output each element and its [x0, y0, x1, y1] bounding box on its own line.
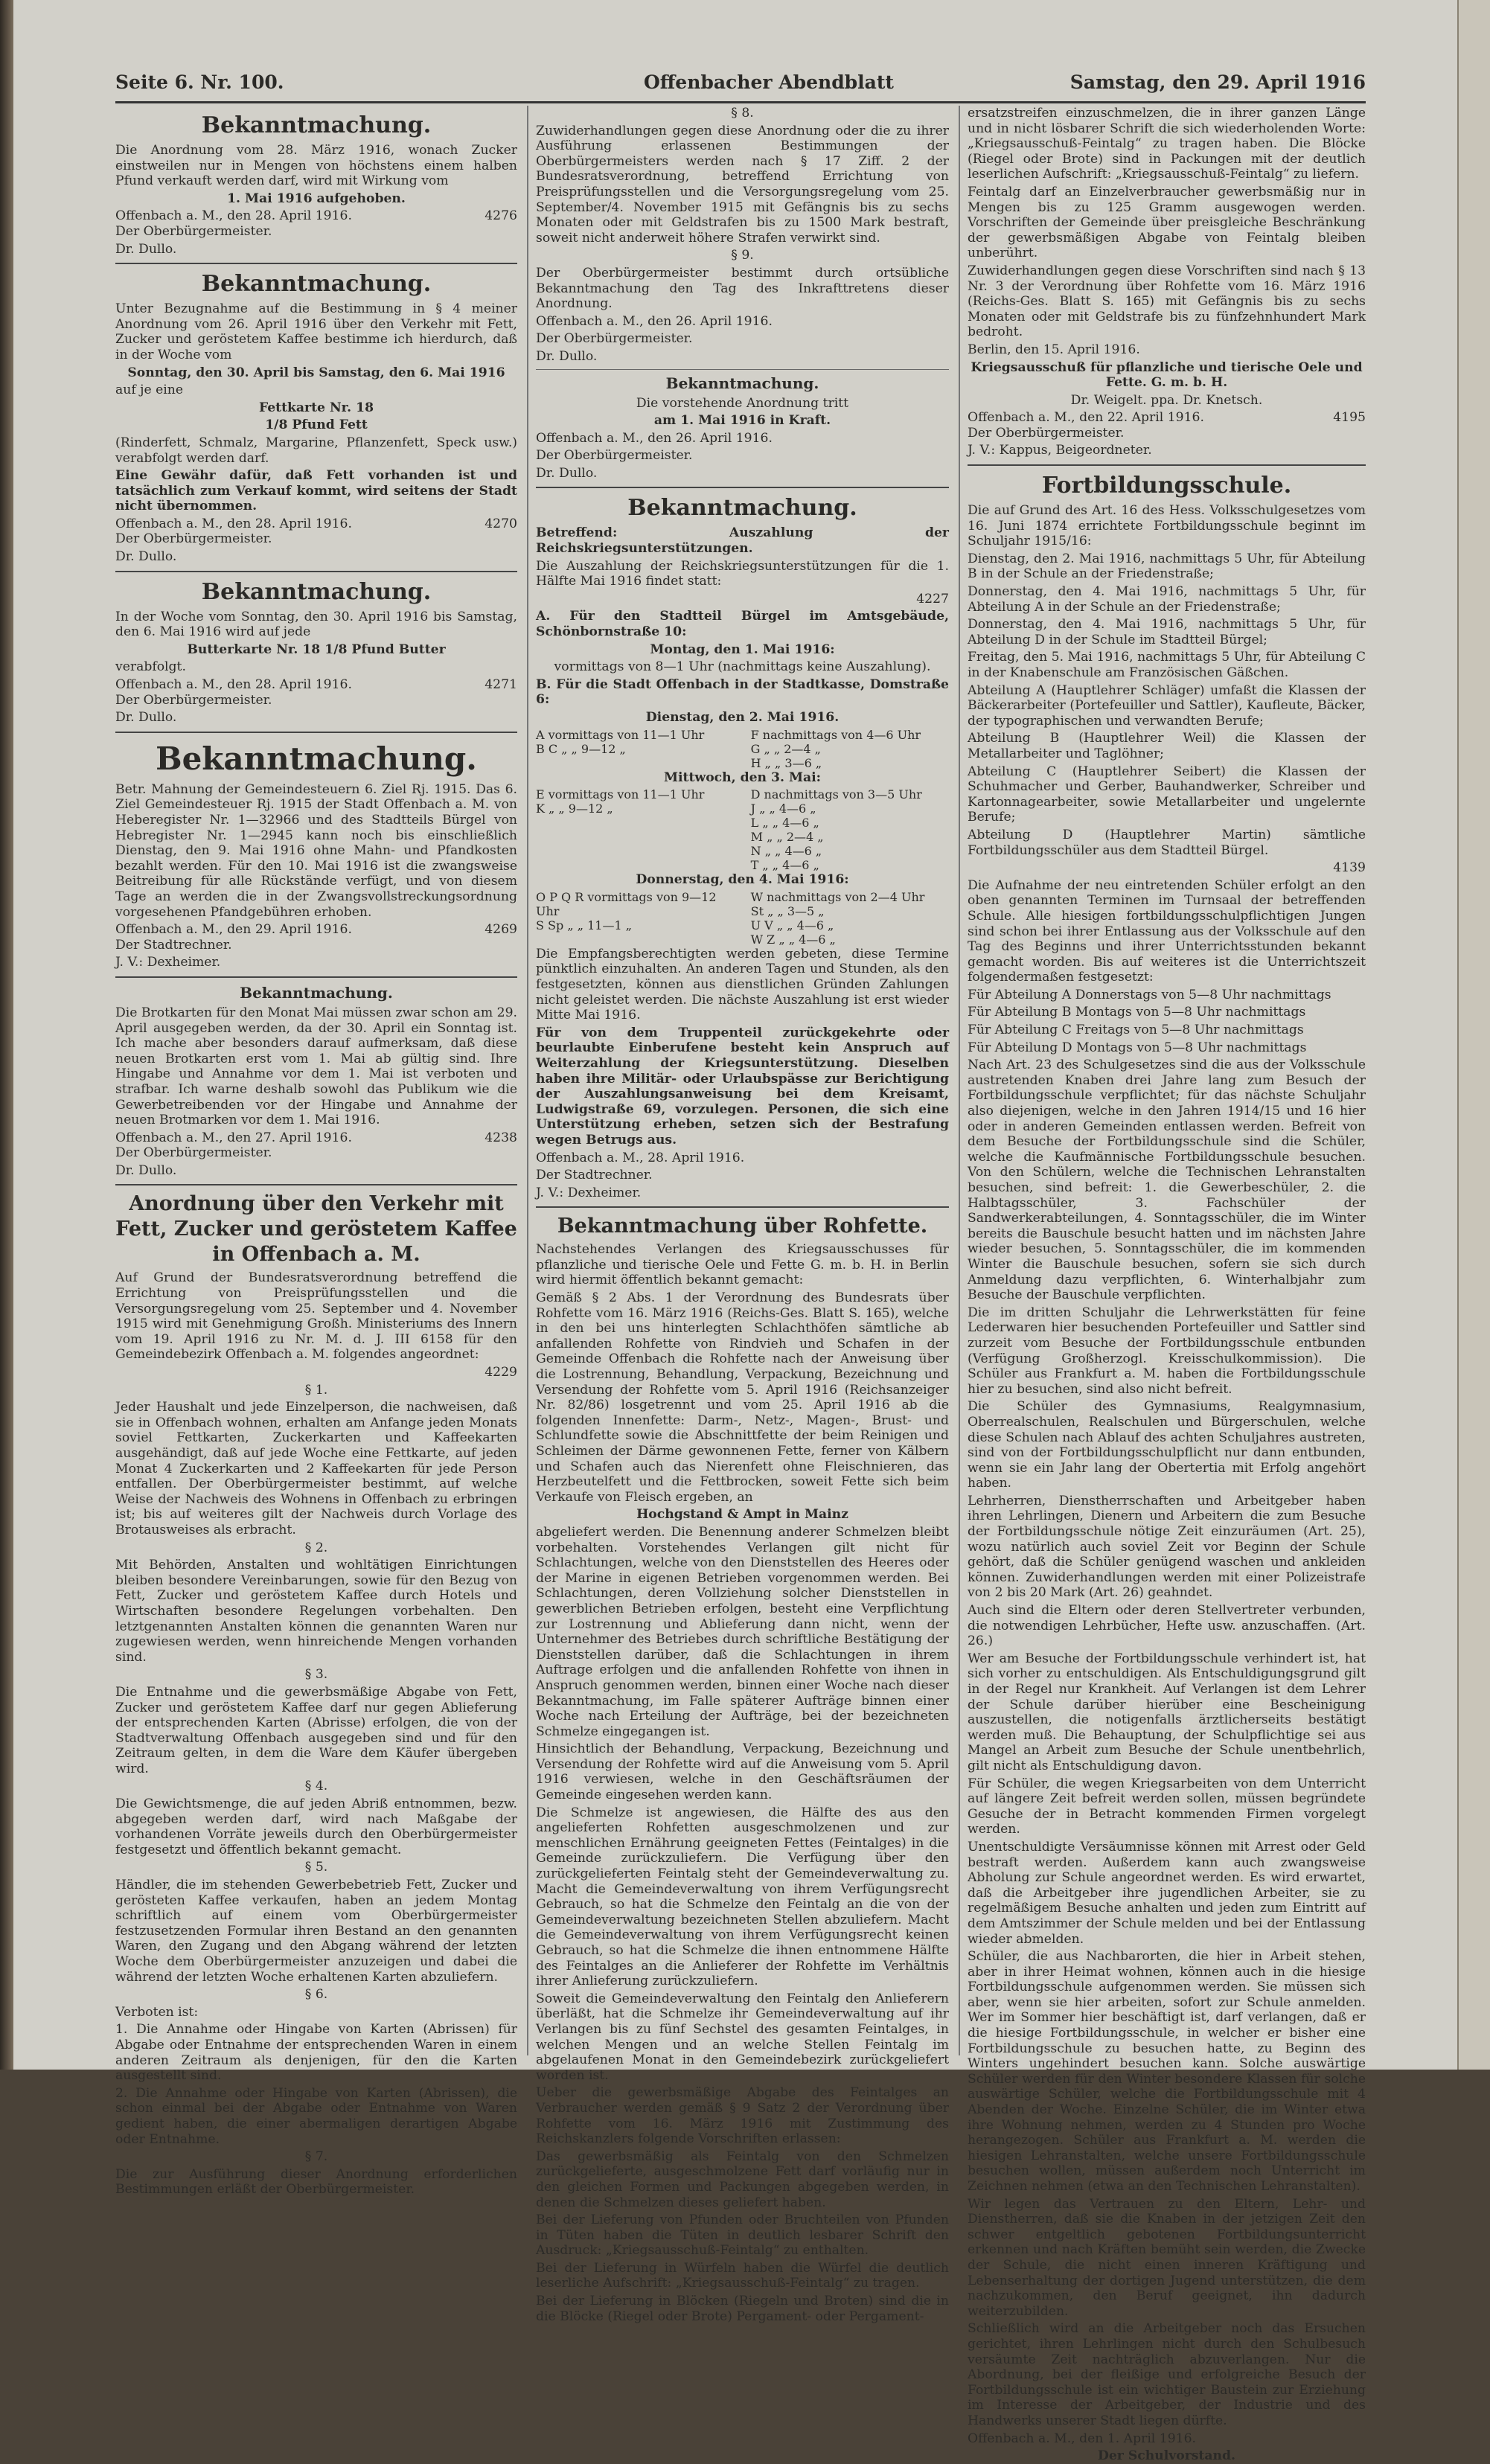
column-2	[536, 106, 949, 2324]
column-rule-2	[959, 106, 960, 2055]
notice-text: Die im dritten Schuljahr die Lehrwerkstätten für feine Lederwaren hier besuchenden Portefeuiller und Sattler sind zurzeit vom Besuche der Fortbildungsschule entbunden (Verfügung Großherzogl. Kreisschulkommission). Die Schüler aus Frankfurt a. M. haben die Fortbildungsschule hier zu besuchen, sind also nicht befreit.	[968, 1305, 1366, 1397]
notice-text: Soweit die Gemeindeverwaltung den Feintalg den Anlieferern überläßt, hat die Schmelze ihr Gemeindeverwaltung auf ihr Verlangen bis zu fünf Sechstel des gesamten Feintalges, in welchen Mengen und an welche Stellen Feintalg im abgelaufenen Monat in den Gemeindebezirk zurückgeliefert worden ist.	[536, 1991, 949, 2083]
notice-text: Wer am Besuche der Fortbildungsschule verhindert ist, hat sich vorher zu entschuldigen. Als Entschuldigungsgrund gilt in der Regel nur Krankheit. Auf Verlangen ist dem Lehrer der Schule darüber hierüber eine Bescheinigung auszustellen, die notigenfalls ärztlicherseits bestätigt werden muß. Die Behauptung, der Schulpflichtige sei aus Mangel an Arbeit zum Besuche der Schule unentbehrlich, gilt nicht als Entschuldigung davon.	[968, 1651, 1366, 1773]
notice-text: Die Aufnahme der neu eintretenden Schüler erfolgt an den oben genannten Terminen im Turnsaal der betreffenden Schule. Alle hiesigen fortbildungsschulpflichtigen Jungen sind schon bei ihrer Entlassung aus der Volksschule auf den Tag des Beginns und ihrer Unterrichtsstunden bekannt gemacht worden. Bis auf weiteres ist die Unterrichtszeit folgendermaßen festgesetzt:	[968, 877, 1366, 985]
notice-number: 4271	[485, 677, 517, 693]
notice-text: Die auf Grund des Art. 16 des Hess. Volksschulgesetzes vom 16. Juni 1874 errichtete Fortbildungsschule beginnt im Schuljahr 1915/16:	[968, 503, 1366, 549]
notice-text: Schließlich wird an die Arbeitgeber noch das Ersuchen gerichtet, ihren Lehrlingen nicht durch den Schulbesuch versäumte Zeit nachträglich abzuverlangen. Nur die Abordnung, bei der fleißige und erfolgreiche Besuch der Fortbildungsschule ist ein wichtiger Baustein zur Erziehung im Interesse der Arbeitgeber, der Industrie und des Handwerks unserer Stadt liegen dürfte.	[968, 2321, 1366, 2428]
notice-place: Offenbach a. M., den 27. April 1916.	[115, 1130, 352, 1145]
notice-text: Donnerstag, den 4. Mai 1916, nachmittags 5 Uhr, für Abteilung A in der Schule an der Friedenstraße;	[968, 584, 1366, 615]
paragraph-head: § 8.	[731, 106, 754, 121]
notice-card: Butterkarte Nr. 18 1/8 Pfund Butter	[187, 641, 446, 657]
paragraph-text: Verboten ist:	[115, 2004, 199, 2020]
paragraph-text: 1. Die Annahme oder Hingabe von Karten (Abrissen) für Abgabe oder Entnahme der entsprechenden Waren in einem anderen Zeitraum als denjenigen, für den die Karten ausgestellt sind.	[115, 2022, 517, 2084]
notice-text: Unentschuldigte Versäumnisse können mit Arrest oder Geld bestraft werden. Außerdem kann auch zwangsweise Abholung zur Schule angeordnet werden. Es wird erwartet, daß die Arbeitgeber ihre jugendlichen Arbeiter, sie zu regelmäßigem Besuche anhalten und jeden zum Eintritt auf dem Amtszimmer der Schule melden und bei der Entlassung wieder abmelden.	[968, 1839, 1366, 1947]
notice-place: Offenbach a. M., den 1. April 1916.	[968, 2431, 1196, 2446]
notice-text: Lehrherren, Dienstherrschaften und Arbeitgeber haben ihren Lehrlingen, Dienern und Arbeitern die zum Besuche der Fortbildungsschule nötige Zeit einzuräumen (Art. 25), wozu natürlich auch soviel Zeit vor Beginn der Schule gehört, daß die Schüler genügend waschen und ankleiden können. Zuwiderhandlungen werden mit einer Polizeistrafe von 2 bis 20 Mark (Art. 26) geahndet.	[968, 1493, 1366, 1601]
notice-text: Dienstag, den 2. Mai 1916, nachmittags 5 Uhr, für Abteilung B in der Schule an der Friedenstraße;	[968, 551, 1366, 582]
schedule-right: F nachmittags von 4—6 Uhr G „ „ 2—4 „ H „ „ 3—6 „	[750, 727, 921, 770]
notice-signature: Dr. Weigelt. ppa. Dr. Knetsch.	[1070, 392, 1263, 408]
paragraph-head: § 7.	[304, 2149, 328, 2165]
divider	[968, 464, 1366, 466]
paragraph-head: § 9.	[731, 248, 754, 263]
divider	[115, 732, 517, 733]
schedule-left: A vormittags von 11—1 Uhr B C „ „ 9—12 „	[536, 727, 705, 756]
notice-number: 4229	[485, 1365, 517, 1380]
paragraph-text: Die Entnahme und die gewerbsmäßige Abgabe von Fett, Zucker und geröstetem Kaffee darf nur gegen Ablieferung der entsprechenden Karten (Abrisse) erfolgen, die von der Stadtverwaltung Offenbach ausgegeben sind und für den Zeitraum gelten, in dem die Ware dem Käufer übergeben wird.	[115, 1684, 517, 1776]
schedule-line: Für Abteilung C Freitags von 5—8 Uhr nachmittags	[968, 1023, 1304, 1038]
notice-place: Offenbach a. M., den 26. April 1916.	[536, 430, 773, 446]
notice-title: Bekanntmachung.	[627, 495, 857, 522]
notice-place: Offenbach a. M., 28. April 1916.	[536, 1150, 745, 1165]
header-masthead: Offenbacher Abendblatt	[644, 71, 894, 93]
notice-signature: Der Schulvorstand.	[1097, 2448, 1236, 2464]
notice-place: Offenbach a. M., den 22. April 1916.	[968, 410, 1204, 426]
notice-text: Bei der Lieferung in Blöcken (Riegeln und Broten) sind die in die Blöcke (Riegel oder Brote) Pergament- oder Pergament-	[536, 2294, 949, 2324]
paragraph-text: Die Gewichtsmenge, die auf jeden Abriß entnommen, bezw. abgegeben werden darf, wird nach Maßgabe der vorhandenen Vorräte jeweils durch den Oberbürgermeister festgesetzt und öffentlich bekannt gemacht.	[115, 1796, 517, 1857]
notice-subject: Betreffend: Auszahlung der Reichskriegsunterstützungen.	[536, 525, 949, 557]
paragraph-text: Händler, die im stehenden Gewerbebetrieb Fett, Zucker und gerösteten Kaffee verkaufen, haben an jedem Montag schriftlich auf einem vom Oberbürgermeister festzusetzenden Formular ihren Bestand an den genannten Waren, den Zugang und den Abgang während der letzten Woche dem Oberbürgermeister anzuzeigen und dabei die während der letzten Woche erhaltenen Karten abzuliefern.	[115, 1878, 517, 1985]
notice-text: Die vorstehende Anordnung tritt	[636, 395, 849, 411]
notice-text: Das gewerbsmäßig als Feintalg von den Schmelzen zurückgelieferte, ausgeschmolzene Fett darf vorläufig nur in den gleichen Formen und Packungen abgegeben werden, in denen die Schmelzen dieses geliefert haben.	[536, 2148, 949, 2210]
notice-place: Offenbach a. M., den 29. April 1916.	[115, 922, 352, 938]
notice-signature: Der Stadtrechner.	[536, 1168, 653, 1183]
schedule-day: Dienstag, den 2. Mai 1916.	[645, 710, 840, 725]
notice-signature: Der Oberbürgermeister.	[115, 223, 272, 239]
paragraph-text: Die zur Ausführung dieser Anordnung erforderlichen Bestimmungen erläßt der Oberbürgermeister.	[115, 2166, 517, 2198]
notice-place: Berlin, den 15. April 1916.	[968, 342, 1140, 357]
adjacent-page-strip	[1457, 0, 1490, 2070]
notice-signature: J. V.: Dexheimer.	[536, 1185, 642, 1200]
notice-date: 1. Mai 1916 aufgehoben.	[227, 191, 406, 206]
notice-number: 4269	[485, 922, 517, 938]
notice-text: Bei der Lieferung in Würfeln haben die Würfel die deutlich leserliche Aufschrift: „Kriegsausschuß-Feintalg“ zu tragen.	[536, 2260, 949, 2291]
schedule-left: E vormittags von 11—1 Uhr K „ „ 9—12 „	[536, 787, 705, 816]
notice-text: In der Woche vom Sonntag, den 30. April 1916 bis Samstag, den 6. Mai 1916 wird auf jede	[115, 609, 517, 640]
paragraph-head: § 5.	[304, 1860, 328, 1875]
column-rule-1	[527, 106, 528, 2055]
notice-text: Auf Grund der Bundesratsverordnung betreffend die Errichtung von Preisprüfungsstellen und die Versorgungsregelung vom 25. September und 4. November 1915 wird mit Genehmigung Großh. Ministeriums des Innern vom 19. April 1916 zu Nr. M. d. J. III 6158 für den Gemeindebezirk Offenbach a. M. folgendes angeordnet:	[115, 1270, 517, 1363]
notice-title: Bekanntmachung.	[240, 983, 393, 1002]
notice-title: Bekanntmachung.	[665, 374, 819, 392]
notice-title: Bekanntmachung.	[156, 740, 477, 777]
notice-text: Auch sind die Eltern oder deren Stellvertreter verbunden, die notwendigen Lehrbücher, Hefte usw. anzuschaffen. (Art. 26.)	[968, 1603, 1366, 1649]
paragraph-text: Mit Behörden, Anstalten und wohltätigen Einrichtungen bleiben besondere Vereinbarungen, sowie für den Bezug von Fett, Zucker und geröstetem Kaffee durch Hotels und Wirtschaften besondere Regelungen vorbehalten. Den letztgenannten Anstalten können die genannten Waren nur zugewiesen werden, wenn hinreichende Mengen vorhanden sind.	[115, 1558, 517, 1665]
notice-signature: Dr. Dullo.	[115, 241, 177, 257]
notice-signature: Dr. Dullo.	[115, 1162, 177, 1178]
paragraph-text: Zuwiderhandlungen gegen diese Anordnung oder die zu ihrer Ausführung erlassenen Bestimmungen der Oberbürgermeisters werden nach § 17 Ziff. 2 der Bundesratsverordnung, betreffend Errichtung von Preisprüfungsstellen und die Versorgungsregelung vom 25. September/4. November 1915 mit Gefängnis bis zu sechs Monaten oder mit Geldstrafen bis zu 1500 Mark bestraft, soweit nicht anderweit höhere Strafen verwirkt sind.	[536, 123, 949, 246]
schedule-left: O P Q R vormittags von 9—12 Uhr S Sp „ „ 11—1 „	[536, 889, 717, 932]
notice-signature: Der Oberbürgermeister.	[536, 331, 693, 347]
divider	[536, 369, 949, 370]
notice-week: Sonntag, den 30. April bis Samstag, den 6. Mai 1916	[127, 365, 505, 380]
notice-number: 4195	[1333, 410, 1366, 426]
divider	[115, 1184, 517, 1185]
notice-amount: 1/8 Pfund Fett	[265, 417, 368, 433]
notice-number: 4276	[485, 208, 517, 224]
notice-location: A. Für den Stadtteil Bürgel im Amtsgebäude, Schönbornstraße 10:	[536, 609, 949, 640]
notice-place: Offenbach a. M., den 28. April 1916.	[115, 516, 352, 531]
schedule-day: Mittwoch, den 3. Mai:	[663, 769, 822, 785]
notice-text: auf je eine	[115, 383, 184, 398]
notice-firm: Hochgstand & Ampt in Mainz	[636, 1507, 848, 1523]
notice-text: Die Empfangsberechtigten werden gebeten, diese Termine pünktlich einzuhalten. An anderen Tagen und Stunden, als den festgesetzten, können aus dienstlichen Gründen Zahlungen nicht geleistet werden. Die nächste Auszahlung ist erst wieder Mitte Mai 1916.	[536, 946, 949, 1023]
paragraph-head: § 3.	[304, 1667, 328, 1683]
divider	[115, 571, 517, 572]
notice-number: 4227	[916, 591, 949, 607]
schedule-line: Für Abteilung D Montags von 5—8 Uhr nachmittags	[968, 1040, 1307, 1055]
schedule-day: Donnerstag, den 4. Mai 1916:	[636, 872, 849, 888]
paragraph-head: § 2.	[304, 1540, 328, 1555]
notice-text: Die Brotkarten für den Monat Mai müssen zwar schon am 29. April ausgegeben werden, da der 30. April ein Sonntag ist. Ich mache aber besonders darauf aufmerksam, daß diese neuen Brotkarten erst vom 1. Mai ab gültig sind. Ihre Hingabe und Annahme vor dem 1. Mai ist verboten und strafbar. Ich warne deshalb sowohl das Publikum wie die Gewerbetreibenden vor der Hingabe und Annahme der neuen Brotmarken vor dem 1. Mai 1916.	[115, 1005, 517, 1128]
notice-text: abgeliefert werden. Die Benennung anderer Schmelzen bleibt vorbehalten. Vorstehendes Verlangen gilt nicht für Schlachtungen, welche von den Dienststellen des Heeres oder der Marine in eigenen Betrieben vorgenommen werden. Bei Schlachtungen, deren Vollziehung solcher Dienststellen in gewerblichen Betrieben erfolgen, besteht eine Verpflichtung zur Lostrennung und Ablieferung dann nicht, wenn der Unternehmer des Betriebes durch schriftliche Bestätigung der Dienststellen darüber, daß die Schlachtungen in ihrem Auftrage erfolgen und die anfallenden Rohfette von ihnen in Anspruch genommen werden, binnen einer Woche nach dieser Bekanntmachung, im Falle späterer Aufträge binnen einer Woche nach Erteilung der Aufträge, bei der bezeichneten Schmelze eingegangen ist.	[536, 1524, 949, 1739]
notice-signature: Der Oberbürgermeister.	[115, 1145, 272, 1161]
column-1	[115, 106, 517, 2198]
notice-signature: J. V.: Kappus, Beigeordneter.	[968, 443, 1152, 458]
notice-signature: Dr. Dullo.	[536, 348, 598, 364]
schedule-time: vormittags von 8—1 Uhr (nachmittags keine Auszahlung).	[554, 659, 931, 675]
paragraph-text: Jeder Haushalt und jede Einzelperson, die nachweisen, daß sie in Offenbach wohnen, erhalten am Anfange jeden Monats soviel Fettkarten, Zuckerkarten und Kaffeekarten ausgehändigt, daß auf jede Woche eine Fettkarte, auf jeden Monat 4 Zuckerkarten und 2 Kaffeekarten für jede Person entfallen. Der Oberbürgermeister bestimmt, auf welche Weise der Nachweis des Wohnens in Offenbach zu erbringen ist; bis auf weiteres gilt der Nachweis durch Vorlage des Brotausweises als erbracht.	[115, 1400, 517, 1537]
notice-text: Die Schmelze ist angewiesen, die Hälfte des aus den angelieferten Rohfetten ausgeschmolzenen und zur menschlichen Ernährung geeigneten Fettes (Feintalges) in die Gemeinde zurückzuliefern. Die Verfügung über den zurückgelieferten Feintalg steht der Gemeindeverwaltung zu. Macht die Gemeindeverwaltung von ihrem Verfügungsrecht Gebrauch, so hat die Schmelze den Feintalg an die von der Gemeindeverwaltung bezeichneten Stellen abzuliefern. Macht die Gemeindeverwaltung von ihrem Verfügungsrecht keinen Gebrauch, so hat die Schmelze die ihnen entnommene Hälfte des Feintalges an die Anlieferer der Rohfette im Verhältnis ihrer Anlieferung zurückzuliefern.	[536, 1805, 949, 1989]
schedule-grid	[536, 728, 949, 770]
divider	[536, 487, 949, 488]
notice-text: Die Schüler des Gymnasiums, Realgymnasium, Oberrealschulen, Realschulen und Bürgerschulen, welche diese Schulen nach Ablauf des achten Schuljahres austreten, sind von der Fortbildungsschulpflicht nur dann entbunden, wenn sie ein Jahr lang der Obertertia mit Erfolg angehört haben.	[968, 1399, 1366, 1491]
notice-text: Donnerstag, den 4. Mai 1916, nachmittags 5 Uhr, für Abteilung D in der Schule im Stadtteil Bürgel;	[968, 617, 1366, 647]
notice-signature: Dr. Dullo.	[115, 710, 177, 726]
page-header	[115, 71, 1366, 101]
notice-number: 4238	[485, 1130, 517, 1145]
paragraph-head: § 6.	[304, 1987, 328, 2003]
notice-signature: Der Oberbürgermeister.	[536, 448, 693, 464]
notice-text: Für Schüler, die wegen Kriegsarbeiten von dem Unterricht auf längere Zeit befreit werden sollen, müssen begründete Gesuche der in Betracht kommenden Firmen vorgelegt werden.	[968, 1776, 1366, 1837]
paragraph-head: § 4.	[304, 1779, 328, 1794]
paragraph-text: Der Oberbürgermeister bestimmt durch ortsübliche Bekanntmachung den Tag des Inkrafttretens dieser Anordnung.	[536, 265, 949, 312]
notice-text: Unter Bezugnahme auf die Bestimmung in § 4 meiner Anordnung vom 26. April 1916 über den Verkehr mit Fett, Zucker und geröstetem Kaffee bestimme ich hierdurch, daß in der Woche vom	[115, 301, 517, 362]
schedule-day: Montag, den 1. Mai 1916:	[650, 641, 835, 657]
schedule-right: W nachmittags von 2—4 Uhr St „ „ 3—5 „ U V „ „ 4—6 „ W Z „ „ 4—6 „	[750, 889, 925, 947]
notice-signature: Der Oberbürgermeister.	[968, 425, 1125, 441]
notice-text: Für von dem Truppenteil zurückgekehrte oder beurlaubte Einberufene besteht kein Anspruch auf Weiterzahlung der Kriegsunterstützung. Dieselben haben ihre Militär- oder Urlaubspässe zur Berichtigung der Auszahlungsanweisung bei dem Kreisamt, Ludwigstraße 69, vorzulegen. Personen, die sich eine Unterstützung erheben, setzen sich der Bestrafung wegen Betrugs aus.	[536, 1025, 949, 1148]
divider	[115, 263, 517, 264]
notice-title: Anordnung über den Verkehr mit Fett, Zucker und geröstetem Kaffee in Offenbach a. M.	[115, 1192, 517, 1267]
notice-text: Nachstehendes Verlangen des Kriegsausschusses für pflanzliche und tierische Oele und Fette G. m. b. H. in Berlin wird hiermit öffentlich bekannt gemacht:	[536, 1242, 949, 1288]
notice-text: Gemäß § 2 Abs. 1 der Verordnung des Bundesrats über Rohfette vom 16. März 1916 (Reichs-Ges. Blatt S. 165), welche in den bei uns hinterlegten Schlachthöfen sämtliche ab anfallenden Rohfette von Rindvieh und Schafen in der Gemeinde Offenbach die Rohfette nach der Anweisung über die Lostrennung, Behandlung, Verpackung, Bezeichnung und Versendung der Rohfette vom 5. April 1916 (Reichsanzeiger Nr. 82/86) losgetrennt und vom 25. April 1916 ab die folgenden Innenfette: Darm-, Netz-, Magen-, Brust- und Schlundfette sowie die Abschnittfette der beim Reinigen und Schleimen der Därme gewonnenen Fette, ferner von Kälbern und Schafen auch das Nierenfett ohne Fleischnieren, das Herzbeutelfett und die Fettbrocken, soweit Fette sich beim Verkaufe von Fleisch ergeben, an	[536, 1290, 949, 1505]
notice-date: am 1. Mai 1916 in Kraft.	[653, 413, 831, 429]
notice-card: Fettkarte Nr. 18	[258, 400, 374, 415]
notice-text: Abteilung B (Hauptlehrer Weil) die Klassen der Metallarbeiter und Taglöhner;	[968, 731, 1366, 761]
notice-title: Fortbildungsschule.	[1041, 473, 1292, 499]
notice-location: B. Für die Stadt Offenbach in der Stadtkasse, Domstraße 6:	[536, 676, 949, 708]
notice-title: Bekanntmachung.	[201, 578, 432, 605]
schedule-grid	[536, 890, 949, 947]
notice-text: Bei der Lieferung von Pfunden oder Bruchteilen von Pfunden in Tüten haben die Tüten in deutlich lesbarer Schrift den Ausdruck: „Kriegsausschuß-Feintalg“ zu enthalten.	[536, 2212, 949, 2259]
notice-title: Bekanntmachung.	[201, 112, 432, 138]
notice-organisation: Kriegsausschuß für pflanzliche und tierische Oele und Fette. G. m. b. H.	[971, 359, 1363, 391]
divider	[536, 1206, 949, 1208]
notice-number: 4270	[485, 516, 517, 531]
notice-text: Ueber die gewerbsmäßige Abgabe des Feintalges an Verbraucher werden gemäß § 9 Satz 2 der Verordnung über Rohfette vom 16. März 1916 mit Zustimmung des Reichskanzlers folgende Vorschriften erlassen:	[536, 2085, 949, 2147]
notice-number: 4139	[1333, 860, 1366, 876]
header-page-number: Seite 6. Nr. 100.	[115, 71, 284, 93]
notice-place: Offenbach a. M., den 28. April 1916.	[115, 677, 352, 693]
notice-title: Bekanntmachung.	[201, 271, 432, 298]
notice-signature: J. V.: Dexheimer.	[115, 955, 221, 970]
notice-text: Abteilung D (Hauptlehrer Martin) sämtliche Fortbildungsschüler aus dem Stadtteil Bürgel.	[968, 827, 1366, 858]
schedule-right: D nachmittags von 3—5 Uhr J „ „ 4—6 „ L „ „ 4—6 „ M „ „ 2—4 „ N „ „ 4—6 „ T „ „ 4—6 „	[750, 787, 922, 873]
column-3	[968, 106, 1366, 2464]
paragraph-head: § 1.	[304, 1382, 328, 1398]
notice-text: Freitag, den 5. Mai 1916, nachmittags 5 Uhr, für Abteilung C in der Knabenschule am Französischen Gäßchen.	[968, 650, 1366, 680]
notice-text: Nach Art. 23 des Schulgesetzes sind die aus der Volksschule austretenden Knaben drei Jahre lang zum Besuch der Fortbildungsschule verpflichtet; für das nächste Schuljahr also diejenigen, welche in den Jahren 1914/15 und 16 hier oder in anderen Gemeinden entlassen werden. Befreit von dem Besuche der Fortbildungsschule sind die Schüler, welche die Kaufmännische Fortbildungsschule besuchen. Von den Schülern, welche die Technischen Lehranstalten besuchen, sind befreit: 1. die Gewerbeschüler, 2. die Halbtagsschüler, 3. Fachschüler der Sandwerkerabteilungen, 4. Sonntagsschüler, die im Winter bereits die Bauschule besucht hatten und im nächsten Jahre wieder besuchen, 5. Sonntagsschüler, die im kommenden Winter die Bauschule besuchen, sofern sie sich durch Anmeldung dazu verpflichten, 6. Winterhalbjahr zum Besuche der Bauschule verpflichten.	[968, 1057, 1366, 1303]
schedule-line: Für Abteilung B Montags von 5—8 Uhr nachmittags	[968, 1005, 1306, 1020]
notice-text: Betr. Mahnung der Gemeindesteuern 6. Ziel Rj. 1915. Das 6. Ziel Gemeindesteuer Rj. 1915 der Stadt Offenbach a. M. von Heberegister Nr. 1—32966 und des Stadtteils Bürgel von Hebregister Nr. 1—2945 kann noch bis einschließlich Dienstag, den 9. Mai 1916 ohne Mahn- und Pfandkosten bezahlt werden. Für den 10. Mai 1916 ist die zwangsweise Beitreibung für alle Rückstände verfügt, und von diesem Tage an werden die in der Zwangsvollstreckungsordnung vorgesehenen Pfandgebühren erhoben.	[115, 781, 517, 920]
notice-signature: Dr. Dullo.	[536, 465, 598, 481]
notice-text: Schüler, die aus Nachbarorten, die hier in Arbeit stehen, aber in ihrer Heimat wohnen, können auch in die hiesige Fortbildungsschule aufgenommen werden. Sie müssen sich aber, wenn sie hier arbeiten, sofort zur Schule anmelden. Wer im Sommer hier beschäftigt ist, darf verlangen, daß er die hiesige Fortbildungsschule, in welcher er bisher eine Fortbildungsschule zu besuchen hatte, zu Beginn des Winters ungehindert besuchen kann. Solche auswärtige Schüler werden für den Winter besondere Klassen für solche auswärtige Schüler, welche die Fortbildungsschule mit 4 Abenden der Woche. Einzelne Schüler, die im Winter etwa ihre Wohnung nehmen, werden zu 4 Stunden pro Woche herangezogen. Schüler aus Frankfurt a. M. werden die hiesigen Lehranstalten, welche unsere Fortbildungsschule besuchen wollen, müssen außerdem noch Unterricht im Zeichnen nehmen (etwa an den Technischen Lehranstalten).	[968, 1949, 1366, 2194]
notice-warning: Eine Gewähr dafür, daß Fett vorhanden ist und tatsächlich zum Verkauf kommt, wird seitens der Stadt nicht übernommen.	[115, 468, 517, 514]
notice-text: (Rinderfett, Schmalz, Margarine, Pflanzenfett, Speck usw.) verabfolgt werden darf.	[115, 435, 517, 466]
notice-signature: Dr. Dullo.	[115, 549, 177, 565]
notice-title: Bekanntmachung über Rohfette.	[557, 1215, 928, 1238]
notice-text: Zuwiderhandlungen gegen diese Vorschriften sind nach § 13 Nr. 3 der Verordnung über Rohfette vom 16. März 1916 (Reichs-Ges. Blatt S. 165) mit Gefängnis bis zu sechs Monaten oder mit Geldstrafe bis zu fünfzehnhundert Mark bedroht.	[968, 263, 1366, 340]
notice-text: Wir legen das Vertrauen zu den Eltern, Lehr- und Dienstherren, daß sie die Knaben in der jetzigen Zeit den schwer entgeltlich gebotenen Fortbildungsunterricht erkennen und nach Kräften bemüht sein werden, die Zwecke der Schule, die nicht einen inneren Kräftigung und Lebenserhaltung der dortigen Jugend unterstützen, die dem nachzukommen, den Beruf geeignet, ihn dadurch weiterzubilden.	[968, 2196, 1366, 2319]
schedule-line: Für Abteilung A Donnerstags von 5—8 Uhr nachmittags	[968, 987, 1331, 1002]
header-date: Samstag, den 29. April 1916	[1069, 71, 1366, 93]
notice-text: Die Auszahlung der Reichskriegsunterstützungen für die 1. Hälfte Mai 1916 findet statt:	[536, 558, 949, 589]
divider	[115, 976, 517, 978]
notice-place: Offenbach a. M., den 26. April 1916.	[536, 313, 773, 329]
notice-signature: Der Stadtrechner.	[115, 937, 232, 953]
notice-text: verabfolgt.	[115, 659, 186, 675]
notice-signature: Der Oberbürgermeister.	[115, 531, 272, 547]
binding-shadow	[0, 0, 13, 2070]
notice-text: ersatzstreifen einzuschmelzen, die in ihrer ganzen Länge und in nicht lösbarer Schrift die sich wiederholenden Worte: „Kriegsausschuß-Feintalg“ zu tragen haben. Die Blöcke (Riegel oder Brote) sind in Packungen mit der deutlich leserlichen Aufschrift: „Kriegsausschuß-Feintalg“ zu liefern.	[968, 106, 1366, 182]
notice-text: Die Anordnung vom 28. März 1916, wonach Zucker einstweilen nur in Mengen von höchstens einem halben Pfund verkauft werden darf, wird mit Wirkung vom	[115, 143, 517, 189]
notice-text: Abteilung A (Hauptlehrer Schläger) umfaßt die Klassen der Bäckerarbeiter (Portefeuiller und Sattler), Kaufleute, Bäcker, der typographischen und verwandten Berufe;	[968, 682, 1366, 729]
schedule-grid	[536, 787, 949, 872]
notice-text: Hinsichtlich der Behandlung, Verpackung, Bezeichnung und Versendung der Rohfette wird auf die Anweisung vom 5. April 1916 verwiesen, welche in den Geschäftsräumen der Gemeinde eingesehen werden kann.	[536, 1741, 949, 1803]
notice-text: Abteilung C (Hauptlehrer Seibert) die Klassen der Schuhmacher und Gerber, Bauhandwerker, Schreiber und Kartonnagearbeiter, sowie Metallarbeiter und ungelernte Berufe;	[968, 764, 1366, 825]
header-rule	[115, 101, 1366, 103]
notice-signature: Der Oberbürgermeister.	[115, 692, 272, 708]
notice-text: Feintalg darf an Einzelverbraucher gewerbsmäßig nur in Mengen bis zu 125 Gramm ausgewogen werden. Vorschriften der Gemeinde über preisgleiche Beschränkung der gewerbsmäßigen Abgabe von Feintalg bleiben unberührt.	[968, 184, 1366, 261]
notice-place: Offenbach a. M., den 28. April 1916.	[115, 208, 352, 224]
paragraph-text: 2. Die Annahme oder Hingabe von Karten (Abrissen), die schon einmal bei der Abgabe oder Entnahme von Waren gedient haben, die einer abermaligen derartigen Abgabe oder Entnahme.	[115, 2085, 517, 2147]
